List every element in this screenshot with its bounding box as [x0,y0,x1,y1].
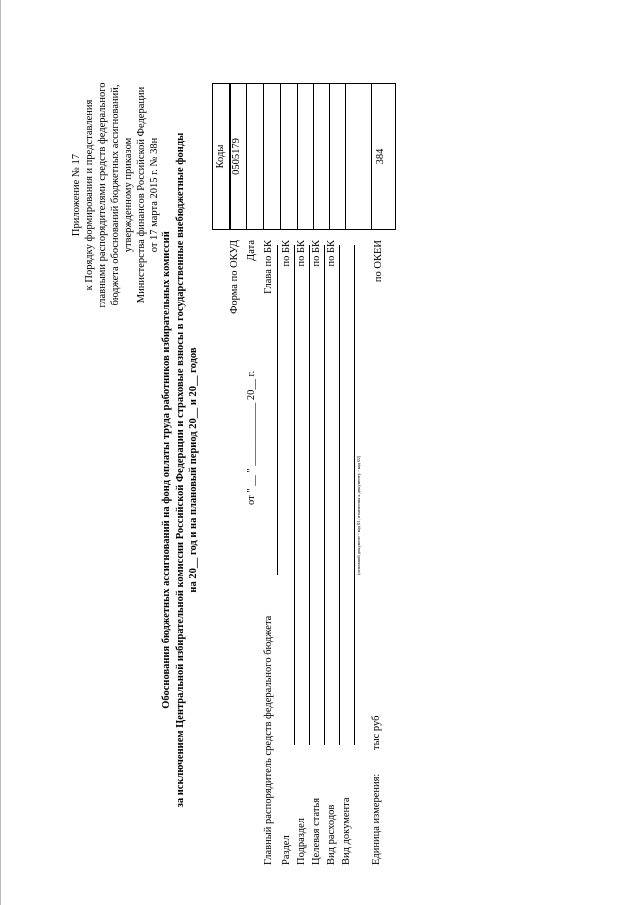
section-label: Раздел [281,835,292,865]
appendix-line: утвержденному приказом [123,137,134,253]
target-article-line [324,245,325,745]
document-title [160,75,201,865]
subsection-label: Подраздел [296,818,307,865]
date-line: от " __ " ____________ 20__ г. [246,370,257,505]
bk-label-2: по БК [296,240,307,267]
codes-row-doc [345,84,346,229]
chief-manager-line [277,245,278,575]
appendix-line: к Порядку формирования и представления [84,99,95,291]
chapter-bk-label: Глава по БК [263,240,274,294]
codes-header: Коды [215,144,226,169]
scan-edge [0,0,1,905]
title-line-2: за исключением Центральной избирательной комиссии Российской Федерации и страховые взносы в государственные внебюджетные фонды [174,132,186,808]
appendix-line: главными распорядителями средств федерального [97,82,108,308]
bk-label-3: по БК [311,240,322,267]
document-type-label: Вид документа [341,797,352,865]
codes-row-bk3 [313,84,314,229]
date-label: Дата [246,240,257,261]
bk-label-1: по БК [281,240,292,267]
codes-row-bk4 [329,84,330,229]
okud-label: Форма по ОКУД [229,240,240,314]
expense-type-label: Вид расходов [326,804,337,865]
appendix-line: бюджета обоснований бюджетных ассигнований, [110,84,121,306]
bk-label-4: по БК [326,240,337,267]
okei-label: по ОКЕИ [373,240,384,283]
document-type-line [354,245,355,745]
codes-row-chapter [263,84,264,229]
codes-row-bk1 [280,84,281,229]
expense-type-line [339,245,340,745]
okei-value: 384 [375,148,386,165]
document-type-hint: (основной документ - код 01; изменения к документу - код 02) [356,455,361,575]
appendix-line: от 17 марта 2015 г. № 38н [149,137,160,253]
appendix-header [70,45,161,345]
unit-label: Единица измерения: [371,773,382,865]
codes-row-bk2 [297,84,298,229]
unit-value: тыс руб [371,715,382,750]
codes-table [212,83,396,230]
okud-value: 0505179 [231,138,242,175]
appendix-line: Министерства финансов Российской Федерации [136,86,147,304]
codes-row-okei [371,84,372,229]
subsection-line [309,245,310,745]
chief-manager-label: Главный распорядитель средств федерального бюджета [263,615,274,865]
target-article-label: Целевая статья [311,797,322,865]
codes-row-date [246,84,247,229]
section-line [294,245,295,745]
title-line-3: на 20__ год и на плановый период 20__ и 20__ годов [188,347,199,593]
title-line-1: Обоснования бюджетных ассигнований на фонд оплаты труда работников избирательных комиссий [161,231,172,709]
appendix-line: Приложение № 17 [71,153,82,237]
